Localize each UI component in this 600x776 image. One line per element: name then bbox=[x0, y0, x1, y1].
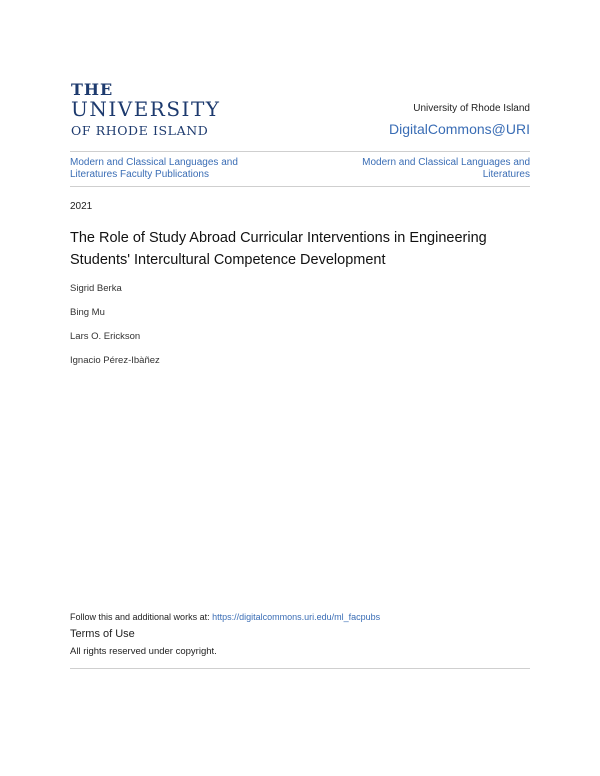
author-name: Bing Mu bbox=[70, 307, 105, 318]
terms-of-use-link[interactable]: Terms of Use bbox=[70, 628, 135, 640]
author-name: Sigrid Berka bbox=[70, 283, 122, 294]
collection-link-faculty-publications[interactable]: Modern and Classical Languages and Literatures Faculty Publications bbox=[70, 157, 238, 180]
follow-text: Follow this and additional works at: bbox=[70, 612, 213, 622]
collection-divider bbox=[70, 186, 530, 187]
logo-university: UNIVERSITY bbox=[71, 97, 221, 121]
logo-rhode-island: OF RHODE ISLAND bbox=[71, 123, 209, 138]
collection-link-department[interactable]: Modern and Classical Languages and Literatures bbox=[362, 157, 530, 180]
rights-statement: All rights reserved under copyright. bbox=[70, 646, 217, 657]
author-name: Lars O. Erickson bbox=[70, 331, 141, 342]
logo-the: THE bbox=[71, 80, 114, 99]
institution-name: University of Rhode Island bbox=[413, 103, 530, 114]
paper-title: The Role of Study Abroad Curricular Interventions in Engineering Students' Intercultural Competence Development bbox=[70, 230, 487, 268]
follow-url-link[interactable]: https://digitalcommons.uri.edu/ml_facpubs bbox=[212, 612, 381, 622]
bottom-divider bbox=[70, 668, 530, 669]
author-name: Ignacio Pérez-Ibàñez bbox=[70, 355, 160, 366]
publication-year: 2021 bbox=[70, 201, 93, 212]
digitalcommons-link[interactable]: DigitalCommons@URI bbox=[388, 121, 530, 137]
follow-line bbox=[70, 612, 380, 622]
top-divider bbox=[70, 151, 530, 152]
